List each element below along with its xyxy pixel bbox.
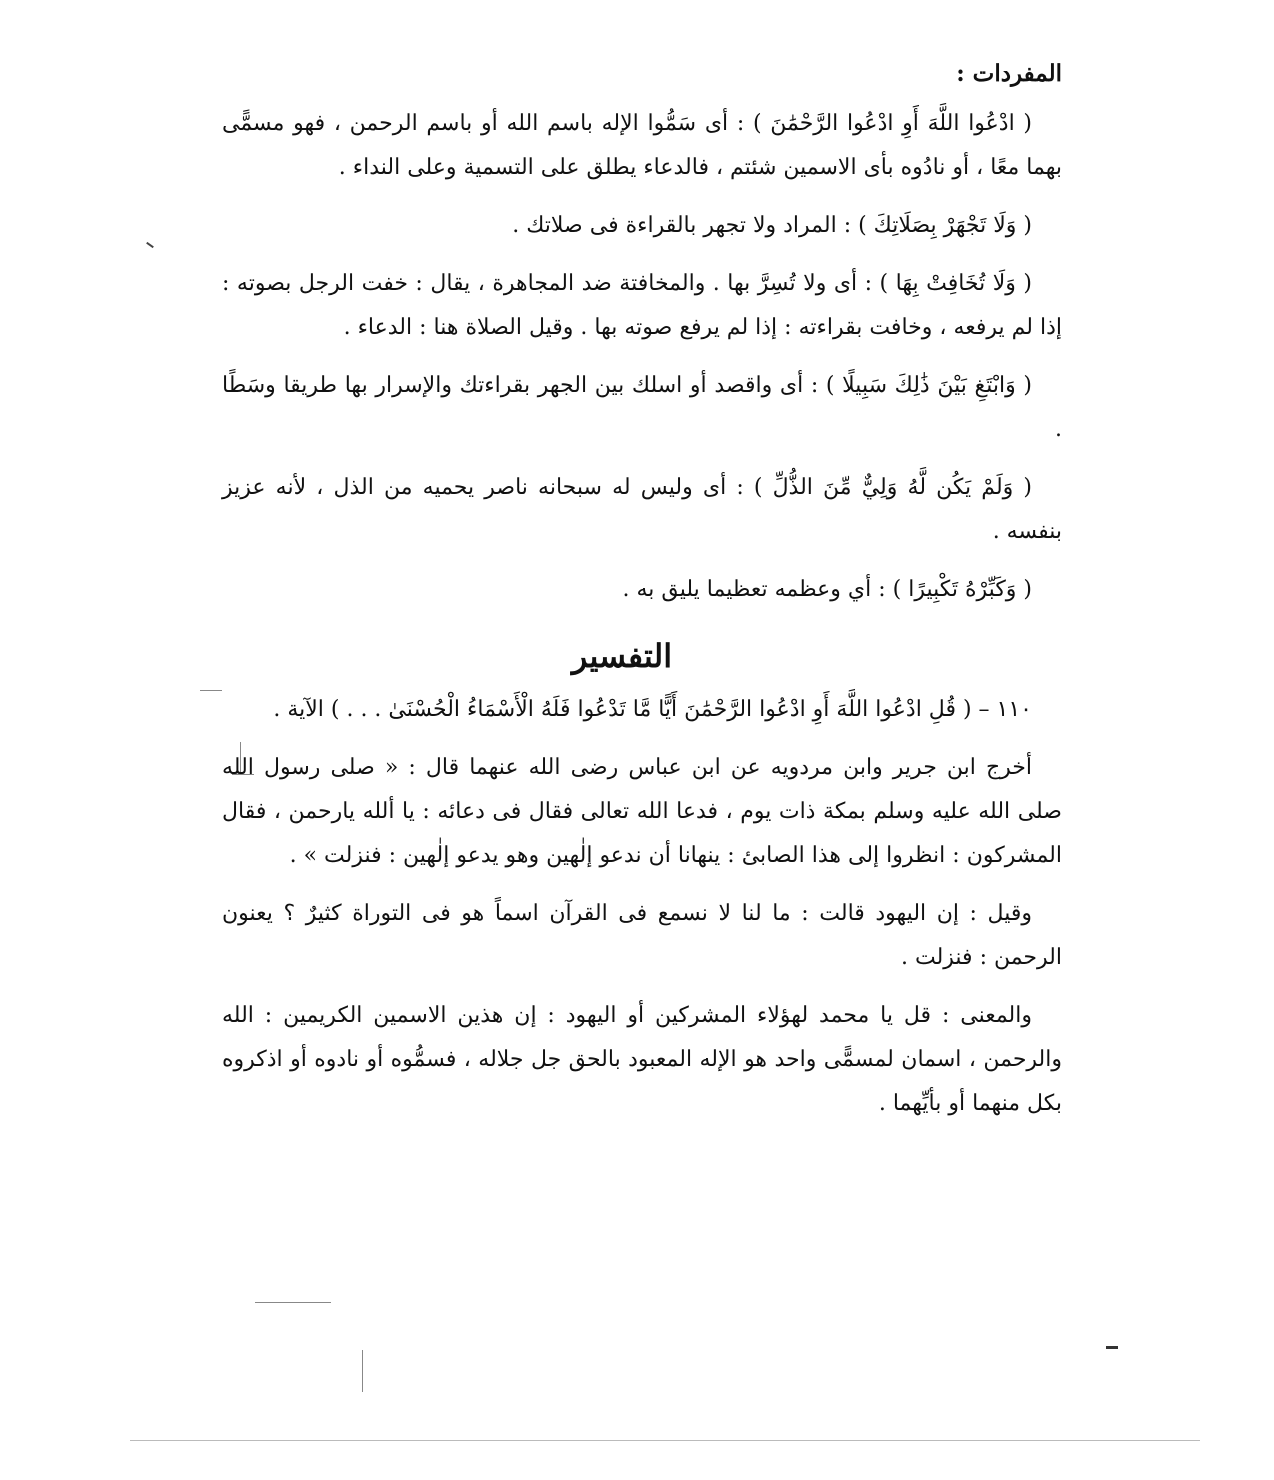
scan-mark [146, 242, 154, 248]
tafsir-paragraph: والمعنى : قل يا محمد لهؤلاء المشركين أو اليهود : إن هذين الاسمين الكريمين : الله والرحمن ، اسمان لمسمًّى واحد هو الإله المعبود بالحق جل جلاله ، فسمُّوه أو نادوه أو اذكروه بكل منهما أو بأيِّهما . [222, 1003, 1062, 1116]
scan-mark [200, 690, 222, 691]
vocabulary-entry: ( وَابْتَغِ بَيْنَ ذَٰلِكَ سَبِيلًا ) : أى واقصد أو اسلك بين الجهر بقراءتك والإسرار بها طريقا وسَطًا . [222, 373, 1062, 442]
vocabulary-entry: ( ادْعُوا اللَّهَ أَوِ ادْعُوا الرَّحْمَٰنَ ) : أى سَمُّوا الإله باسم الله أو باسم الرحمن ، فهو مسمًّى بهما معًا ، أو نادُوه بأى الاسمين شئتم ، فالدعاء يطلق على التسمية وعلى النداء . [222, 111, 1062, 180]
vocabulary-entry: ( وَلَمْ يَكُن لَّهُ وَلِيٌّ مِّنَ الذُّلِّ ) : أى وليس له سبحانه ناصر يحميه من الذل ، لأنه عزيز بنفسه . [222, 475, 1062, 544]
verse-line: ١١٠ – ( قُلِ ادْعُوا اللَّهَ أَوِ ادْعُوا الرَّحْمَٰنَ أَيًّا مَّا تَدْعُوا فَلَهُ الْأَسْمَاءُ الْحُسْنَىٰ . . . ) الآية . [273, 697, 1032, 722]
page-text [222, 52, 1062, 1140]
vocabulary-title: المفردات : [956, 60, 1062, 87]
tafsir-paragraph: أخرج ابن جرير وابن مردويه عن ابن عباس رضى الله عنهما قال : « صلى رسول الله صلى الله عليه وسلم بمكة ذات يوم ، فدعا الله تعالى فقال فى دعائه : يا ألله يارحمن ، فقال المشركون : انظروا إلى هذا الصابئ : ينهانا أن ندعو إلٰهين وهو يدعو إلٰهين : فنزلت » . [222, 755, 1062, 868]
tafsir-heading: التفسير [571, 637, 673, 675]
scan-mark [362, 1350, 363, 1392]
vocabulary-entry: ( وَلَا تُخَافِتْ بِهَا ) : أى ولا تُسِرَّ بها . والمخافتة ضد المجاهرة ، يقال : خفت الرجل بصوته : إذا لم يرفعه ، وخافت بقراءته : إذا لم يرفع صوته بها . وقيل الصلاة هنا : الدعاء . [222, 271, 1062, 340]
scan-mark [1106, 1346, 1118, 1349]
tafsir-paragraph: وقيل : إن اليهود قالت : ما لنا لا نسمع فى القرآن اسماً هو فى التوراة كثيرٌ ؟ يعنون الرحمن : فنزلت . [222, 901, 1062, 970]
vocabulary-entry: ( وَلَا تَجْهَرْ بِصَلَاتِكَ ) : المراد ولا تجهر بالقراءة فى صلاتك . [512, 213, 1032, 238]
scan-mark [130, 1440, 1200, 1441]
scan-mark [255, 1302, 331, 1303]
vocabulary-entry: ( وَكَبِّرْهُ تَكْبِيرًا ) : أي وعظمه تعظيما يليق به . [622, 577, 1032, 602]
